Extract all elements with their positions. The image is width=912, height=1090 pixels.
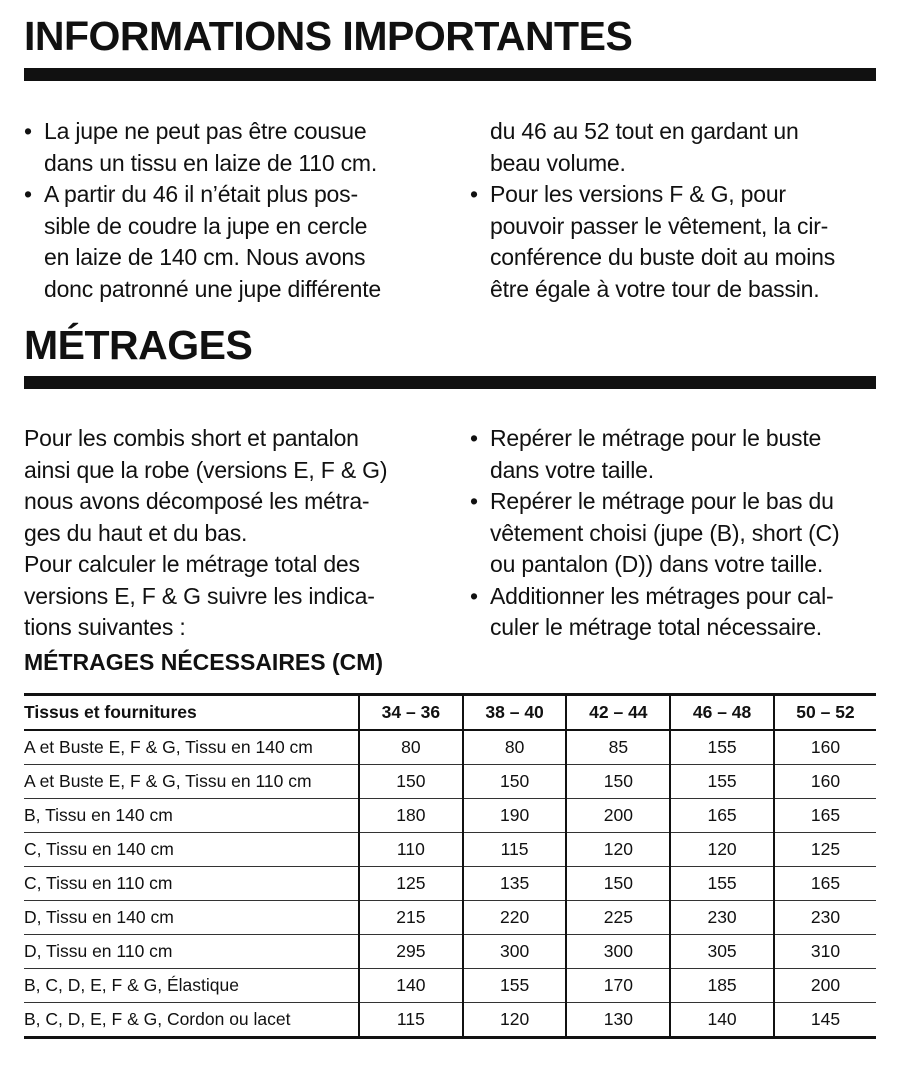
table-cell: 200: [566, 799, 670, 833]
text-line: culer le métrage total nécessaire.: [490, 614, 822, 640]
table-cell: B, C, D, E, F & G, Élastique: [24, 969, 359, 1003]
text-line: Pour les combis short et pantalon: [24, 425, 359, 451]
table-row: [24, 969, 876, 1003]
table-row: [24, 935, 876, 969]
step-1: [470, 423, 880, 486]
info-right-column: [470, 116, 880, 305]
info-bullet-3: [470, 179, 880, 305]
step-2: [470, 486, 880, 581]
table-cell: 165: [774, 867, 876, 901]
bullet-icon: •: [24, 181, 32, 207]
text-line: tions suivantes :: [24, 614, 186, 640]
table-header-row: [24, 695, 876, 731]
text-line: conférence du buste doit au moins: [490, 244, 836, 270]
text-line: nous avons décomposé les métra-: [24, 488, 370, 514]
bullet-icon: •: [470, 488, 478, 514]
text-line: La jupe ne peut pas être cousue: [44, 118, 367, 144]
info-bullet-1: [24, 116, 434, 179]
table-title: MÉTRAGES NÉCESSAIRES (CM): [24, 649, 384, 675]
table-row: [24, 765, 876, 799]
bullet-icon: •: [470, 181, 478, 207]
info-heading-rule: [24, 68, 876, 81]
info-heading: INFORMATIONS IMPORTANTES: [24, 13, 633, 59]
table-cell: 125: [359, 867, 463, 901]
table-cell: 80: [359, 730, 463, 765]
table-cell: 220: [463, 901, 567, 935]
table-cell: 85: [566, 730, 670, 765]
column-header: 42 – 44: [566, 695, 670, 731]
bullet-icon: •: [24, 118, 32, 144]
table-cell: 215: [359, 901, 463, 935]
text-line: dans un tissu en laize de 110 cm.: [44, 149, 378, 176]
table-row: [24, 1003, 876, 1038]
table-cell: 150: [566, 765, 670, 799]
column-header: 38 – 40: [463, 695, 567, 731]
info-bullet-2: [24, 179, 434, 305]
text-line: Repérer le métrage pour le buste: [490, 425, 822, 451]
table-row: [24, 867, 876, 901]
text-line: Pour les versions F & G, pour: [490, 181, 786, 207]
text-line: Repérer le métrage pour le bas du: [490, 488, 834, 514]
text-line: être égale à votre tour de bassin.: [490, 275, 820, 302]
table-cell: 230: [774, 901, 876, 935]
table-cell: 150: [566, 867, 670, 901]
info-bullet-2-continuation: [470, 116, 880, 179]
table-cell: 135: [463, 867, 567, 901]
table-cell: C, Tissu en 140 cm: [24, 833, 359, 867]
table-cell: 310: [774, 935, 876, 969]
table-cell: 170: [566, 969, 670, 1003]
text-line: du 46 au 52 tout en gardant un: [490, 118, 799, 144]
table-cell: 200: [774, 969, 876, 1003]
text-line: sible de coudre la jupe en cercle: [44, 212, 368, 239]
metrages-steps: [470, 423, 880, 644]
table-cell: 155: [670, 867, 774, 901]
column-header: 34 – 36: [359, 695, 463, 731]
table-cell: 305: [670, 935, 774, 969]
table-cell: 140: [359, 969, 463, 1003]
text-line: A partir du 46 il n’était plus pos-: [44, 181, 358, 207]
table-row: [24, 901, 876, 935]
table-cell: 115: [463, 833, 567, 867]
text-line: donc patronné une jupe différente: [44, 275, 381, 302]
metrages-table: [24, 693, 876, 1039]
table-cell: D, Tissu en 110 cm: [24, 935, 359, 969]
text-line: beau volume.: [490, 149, 626, 176]
text-line: versions E, F & G suivre les indica-: [24, 582, 375, 609]
table-cell: 185: [670, 969, 774, 1003]
table-cell: 130: [566, 1003, 670, 1038]
table-cell: 165: [670, 799, 774, 833]
text-line: ainsi que la robe (versions E, F & G): [24, 456, 388, 483]
text-line: vêtement choisi (jupe (B), short (C): [490, 519, 840, 546]
text-line: dans votre taille.: [490, 456, 654, 483]
table-cell: 180: [359, 799, 463, 833]
table-row: [24, 730, 876, 765]
table-cell: 120: [566, 833, 670, 867]
table-row: [24, 833, 876, 867]
table-cell: 150: [463, 765, 567, 799]
column-header: 46 – 48: [670, 695, 774, 731]
metrages-heading: MÉTRAGES: [24, 322, 253, 368]
bullet-icon: •: [470, 425, 478, 451]
table-cell: 230: [670, 901, 774, 935]
table-cell: 140: [670, 1003, 774, 1038]
table-cell: 145: [774, 1003, 876, 1038]
table-cell: 155: [670, 730, 774, 765]
table-cell: 120: [463, 1003, 567, 1038]
table-cell: 165: [774, 799, 876, 833]
table-cell: 155: [670, 765, 774, 799]
column-header: 50 – 52: [774, 695, 876, 731]
table-cell: 295: [359, 935, 463, 969]
bullet-icon: •: [470, 582, 478, 609]
table-cell: A et Buste E, F & G, Tissu en 110 cm: [24, 765, 359, 799]
table-row: [24, 799, 876, 833]
table-cell: A et Buste E, F & G, Tissu en 140 cm: [24, 730, 359, 765]
table-cell: B, C, D, E, F & G, Cordon ou lacet: [24, 1003, 359, 1038]
metrages-intro: [24, 423, 434, 644]
table-cell: 300: [463, 935, 567, 969]
text-line: en laize de 140 cm. Nous avons: [44, 244, 366, 270]
text-line: Pour calculer le métrage total des: [24, 551, 360, 577]
table-cell: B, Tissu en 140 cm: [24, 799, 359, 833]
table-cell: 160: [774, 765, 876, 799]
column-header: Tissus et fournitures: [24, 695, 359, 731]
text-line: ou pantalon (D)) dans votre taille.: [490, 551, 824, 577]
step-3: [470, 581, 880, 644]
table-cell: 120: [670, 833, 774, 867]
table-cell: 190: [463, 799, 567, 833]
table-cell: 300: [566, 935, 670, 969]
table-cell: 150: [359, 765, 463, 799]
text-line: pouvoir passer le vêtement, la cir-: [490, 212, 829, 239]
table-cell: 80: [463, 730, 567, 765]
table-cell: 155: [463, 969, 567, 1003]
table-cell: 160: [774, 730, 876, 765]
table-cell: D, Tissu en 140 cm: [24, 901, 359, 935]
table-cell: 110: [359, 833, 463, 867]
text-line: Additionner les métrages pour cal-: [490, 582, 834, 609]
table-cell: 125: [774, 833, 876, 867]
table-cell: 115: [359, 1003, 463, 1038]
metrages-heading-rule: [24, 376, 876, 389]
table-cell: 225: [566, 901, 670, 935]
table-cell: C, Tissu en 110 cm: [24, 867, 359, 901]
text-line: ges du haut et du bas.: [24, 519, 248, 546]
info-left-column: [24, 116, 434, 305]
